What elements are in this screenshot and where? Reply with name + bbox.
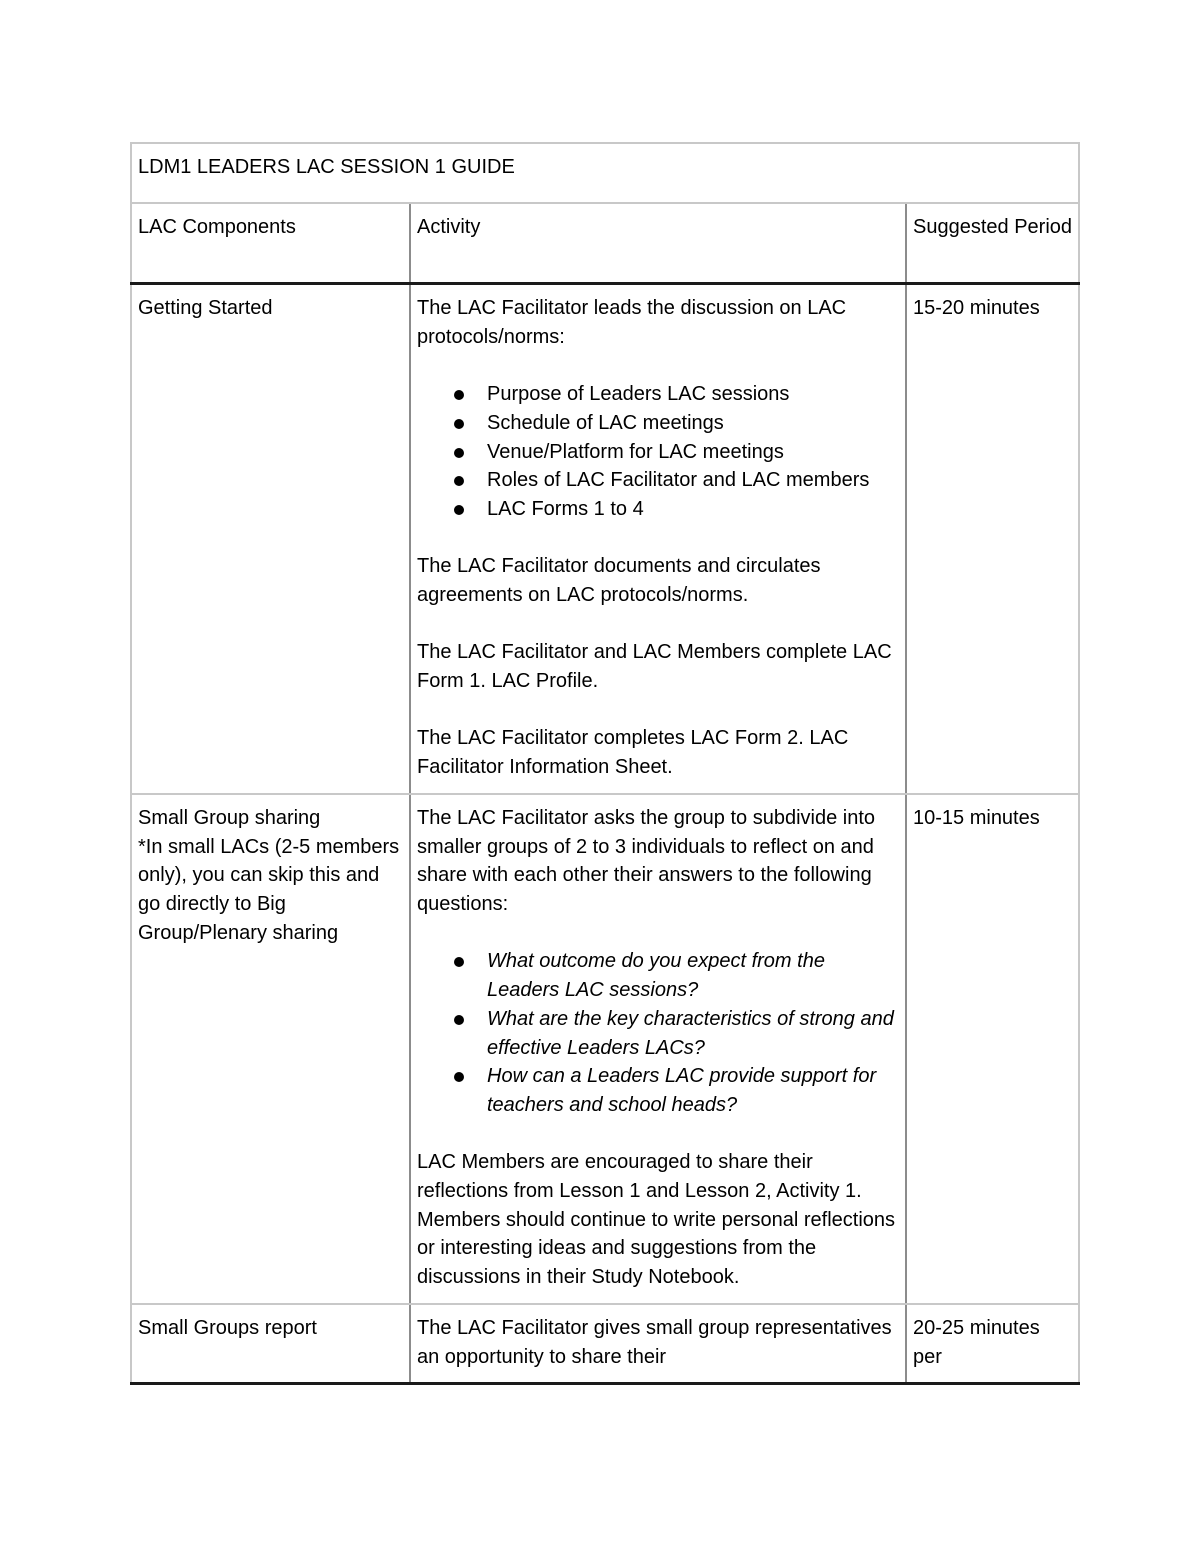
- header-suggested-period: Suggested Period: [906, 203, 1079, 284]
- list-item: Purpose of Leaders LAC sessions: [417, 380, 899, 409]
- activity-paragraph: The LAC Facilitator and LAC Members complete LAC Form 1. LAC Profile.: [417, 641, 892, 693]
- component-name: Getting Started: [138, 297, 273, 319]
- period-cell: 20-25 minutes per: [906, 1304, 1079, 1384]
- activity-bullet-list: [417, 380, 899, 524]
- activity-cell: The LAC Facilitator gives small group representatives an opportunity to share their: [410, 1304, 906, 1384]
- activity-cell: [410, 794, 906, 1304]
- component-name: Small Group sharing: [138, 806, 321, 829]
- period-cell: 15-20 minutes: [906, 284, 1079, 794]
- header-activity: Activity: [410, 203, 906, 284]
- table-header-row: [131, 203, 1079, 284]
- activity-intro: The LAC Facilitator leads the discussion on LAC protocols/norms:: [417, 297, 847, 348]
- list-item: What are the key characteristics of strong and effective Leaders LACs?: [417, 1005, 899, 1062]
- activity-paragraph: The LAC Facilitator completes LAC Form 2. LAC Facilitator Information Sheet.: [417, 727, 849, 779]
- component-note: *In small LACs (2-5 members only), you can skip this and go directly to Big Group/Plenary sharing: [138, 835, 400, 944]
- list-item: Schedule of LAC meetings: [417, 409, 899, 438]
- list-item: Roles of LAC Facilitator and LAC members: [417, 466, 899, 495]
- list-item: What outcome do you expect from the Leaders LAC sessions?: [417, 947, 899, 1004]
- list-item: LAC Forms 1 to 4: [417, 495, 899, 524]
- component-cell: Small Groups report: [131, 1304, 410, 1384]
- activity-intro: The LAC Facilitator asks the group to subdivide into smaller groups of 2 to 3 individuals to reflect on and share with each other their answers to the following questions:: [417, 806, 876, 915]
- header-lac-components: LAC Components: [131, 203, 410, 284]
- list-item: Venue/Platform for LAC meetings: [417, 438, 899, 467]
- table-title-row: [131, 143, 1079, 203]
- table-title: LDM1 LEADERS LAC SESSION 1 GUIDE: [131, 143, 1079, 203]
- activity-cell: [410, 284, 906, 794]
- session-guide-table: [130, 142, 1080, 1385]
- component-cell: [131, 284, 410, 794]
- component-cell: [131, 794, 410, 1304]
- period-cell: 10-15 minutes: [906, 794, 1079, 1304]
- table-row: [131, 1304, 1079, 1384]
- activity-paragraph: LAC Members are encouraged to share their reflections from Lesson 1 and Lesson 2, Activity 1. Members should continue to write personal reflections or interesting ideas and suggestions from the discussions in their Study Notebook.: [417, 1151, 896, 1289]
- list-item: How can a Leaders LAC provide support for teachers and school heads?: [417, 1062, 899, 1119]
- activity-question-list: [417, 947, 899, 1119]
- activity-paragraph: The LAC Facilitator documents and circulates agreements on LAC protocols/norms.: [417, 555, 821, 606]
- table-row: [131, 284, 1079, 794]
- table-row: [131, 794, 1079, 1304]
